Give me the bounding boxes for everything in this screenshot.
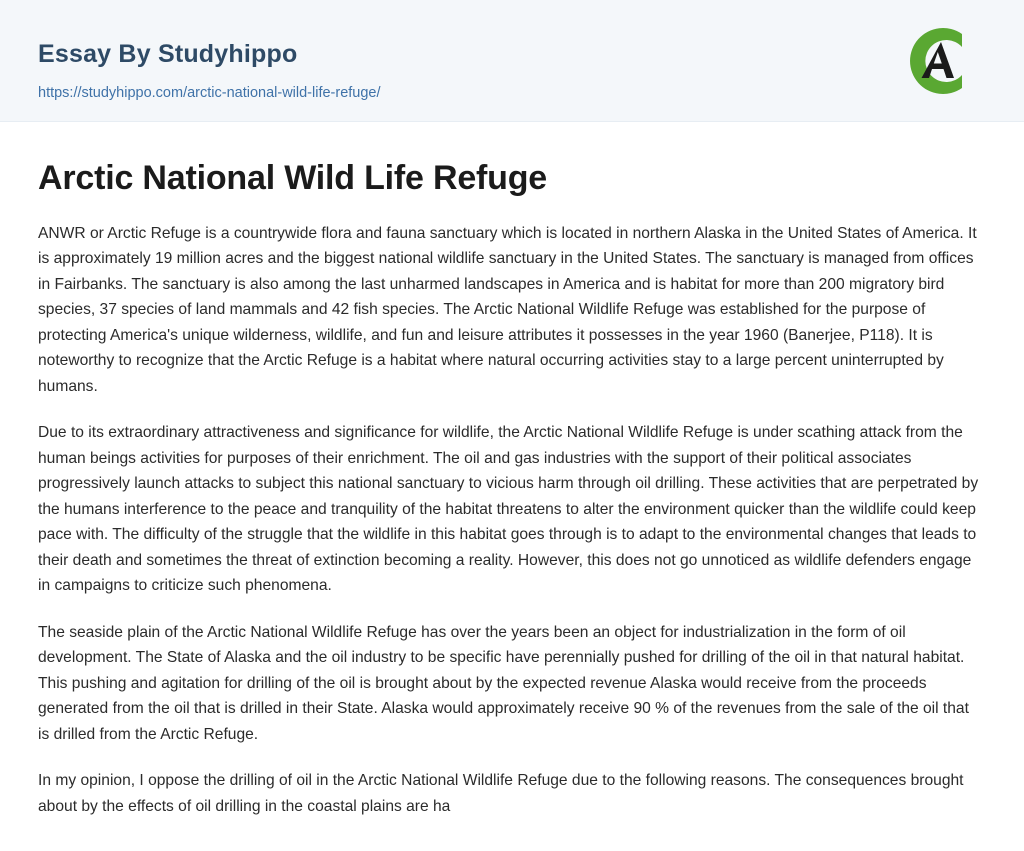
paragraph: In my opinion, I oppose the drilling of oil in the Arctic National Wildlife Refuge due to the following reasons. The consequences brought about by the effects of oil drilling in the coastal plains are ha (38, 772, 964, 815)
document-body (0, 122, 1024, 819)
studyhippo-a-logo-icon (900, 20, 982, 102)
paragraph: Due to its extraordinary attractiveness and significance for wildlife, the Arctic National Wildlife Refuge is under scathing attack from the human beings activities for purposes of their enrichment. The oil and gas industries with the support of their political associates progressively launch attacks to subject this national sanctuary to vicious harm through oil drilling. These activities that are perpetrated by the humans interference to the peace and tranquility of the habitat threatens to alter the environment quicker than the wildlife could keep pace with. The difficulty of the struggle that the wildlife in this habitat goes through is to adapt to the environmental changes that leads to their death and sometimes the threat of extinction becoming a reality. However, this does not go unnoticed as wildlife defenders engage in campaigns to criticize such phenomena. (38, 424, 979, 595)
page-title: Arctic National Wild Life Refuge (38, 159, 548, 197)
source-url-link[interactable]: https://studyhippo.com/arctic-national-wild-life-refuge/ (38, 85, 381, 101)
brand-title: Essay By Studyhippo (38, 40, 298, 68)
paragraph: The seaside plain of the Arctic National Wildlife Refuge has over the years been an object for industrialization in the form of oil development. The State of Alaska and the oil industry to be specific have perennially pushed for drilling of the oil in that natural habitat. This pushing and agitation for drilling of the oil is brought about by the expected revenue Alaska would receive from the proceeds generated from the oil that is drilled in their State. Alaska would approximately receive 90 % of the revenues from the sale of the oil that is drilled from the Arctic Refuge. (38, 623, 969, 743)
paragraph: ANWR or Arctic Refuge is a countrywide flora and fauna sanctuary which is located in northern Alaska in the United States of America. It is approximately 19 million acres and the biggest national wildlife sanctuary in the United States. The sanctuary is managed from offices in Fairbanks. The sanctuary is also among the last unharmed landscapes in America and is habitat for more than 200 migratory bird species, 37 species of land mammals and 42 fish species. The Arctic National Wildlife Refuge was established for the purpose of protecting America's unique wilderness, wildlife, and fun and leisure attributes it possesses in the year 1960 (Banerjee, P118). It is noteworthy to recognize that the Arctic Refuge is a habitat where natural occurring activities stay to a large percent uninterrupted by humans. (38, 224, 977, 395)
page-header (0, 0, 1024, 122)
